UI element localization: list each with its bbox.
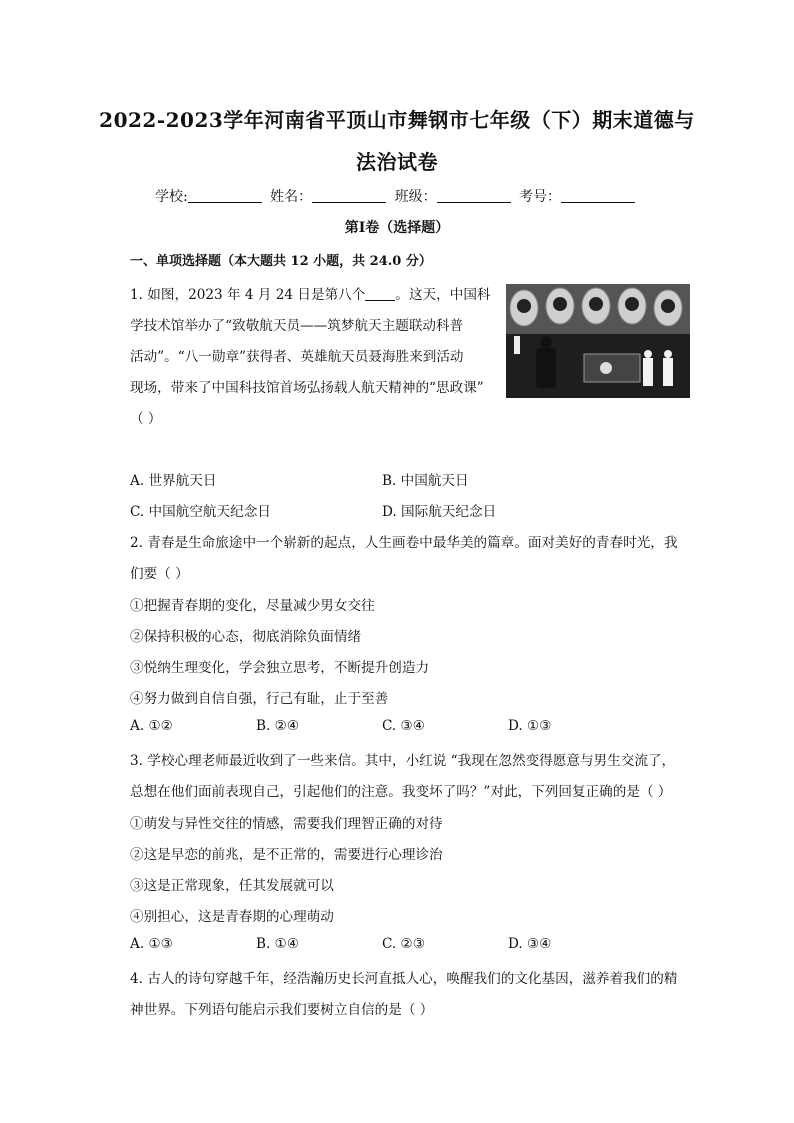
school-blank[interactable] [188,188,262,203]
q1-option-b[interactable]: B. 中国航天日 [382,473,469,489]
student-info-row [0,186,794,206]
question-1-line [130,283,491,303]
photo-illustration [506,284,690,398]
exam-title-line1: 2022-2023学年河南省平顶山市舞钢市七年级（下）期末道德与 [99,108,695,132]
q1-option-d[interactable]: D. 国际航天纪念日 [382,504,497,520]
question-3-statement: ②这是早恋的前兆，是不正常的，需要进行心理诊治 [130,847,443,863]
name-label: 姓名： [270,189,313,205]
question-3-statement: ④别担心，这是青春期的心理萌动 [130,909,334,925]
q3-option-d[interactable]: D. ③④ [508,936,552,952]
number-blank[interactable] [561,188,635,203]
question-3-statement: ③这是正常现象，任其发展就可以 [130,878,334,894]
q3-option-b[interactable]: B. ①④ [256,936,300,952]
question-1-blank [365,288,395,301]
question-3-line: 总想在他们面前表现自己，引起他们的注意。我变坏了吗？”对此，下列回复正确的是（ ） [130,784,672,800]
question-3-line: 3. 学校心理老师最近收到了一些来信。其中，小红说 “我现在忽然变得愿意与男生交流了， [130,753,676,769]
class-blank[interactable] [437,188,511,203]
q1-option-c[interactable]: C. 中国航空航天纪念日 [130,504,271,520]
name-blank[interactable] [312,188,386,203]
class-label: 班级： [394,189,437,205]
question-2-statement: ①把握青春期的变化，尽量减少男女交往 [130,598,375,614]
q2-option-d[interactable]: D. ①③ [508,718,552,734]
question-1-text-cont: 。这天，中国科 [395,287,491,303]
number-label: 考号： [519,189,562,205]
q3-option-a[interactable]: A. ①③ [130,936,173,952]
question-1-line: 活动”。“八一勋章”获得者、英雄航天员聂海胜来到活动 [130,349,464,365]
exam-title-line2: 法治试卷 [356,150,438,174]
question-2-statement: ②保持积极的心态，彻底消除负面情绪 [130,629,362,645]
q2-option-a[interactable]: A. ①② [130,718,173,734]
question-4-line: 4. 古人的诗句穿越千年，经浩瀚历史长河直抵人心，唤醒我们的文化基因，滋养着我们的精 [130,971,678,987]
q1-option-a[interactable]: A. 世界航天日 [130,473,217,489]
q2-option-b[interactable]: B. ②④ [256,718,300,734]
astronaut-event-photo [506,284,690,398]
question-2-line: 们要（ ） [130,566,189,582]
q2-option-c[interactable]: C. ③④ [382,718,425,734]
question-2-line: 2. 青春是生命旅途中一个崭新的起点，人生画卷中最华美的篇章。面对美好的青春时光，我 [130,535,678,551]
question-2-statement: ③悦纳生理变化，学会独立思考，不断提升创造力 [130,660,430,676]
question-1-text: 1. 如图，2023 年 4 月 24 日是第八个 [130,287,366,303]
question-2-statement: ④努力做到自信自强，行己有耻，止于至善 [130,691,389,707]
question-1-line: 现场，带来了中国科技馆首场弘扬载人航天精神的“思政课” [130,380,484,396]
question-4-line: 神世界。下列语句能启示我们要树立自信的是（ ） [130,1002,434,1018]
school-label: 学校: [154,189,188,205]
q3-option-c[interactable]: C. ②③ [382,936,425,952]
section-heading: 一、单项选择题（本大题共 12 小题，共 24.0 分） [130,254,432,269]
question-3-statement: ①萌发与异性交往的情感，需要我们理智正确的对待 [130,816,443,832]
question-1-paren: （ ） [130,411,162,427]
question-1-line: 学技术馆举办了“致敬航天员——筑梦航天主题联动科普 [130,318,464,334]
volume-heading: 第Ⅰ卷（选择题） [344,220,450,236]
